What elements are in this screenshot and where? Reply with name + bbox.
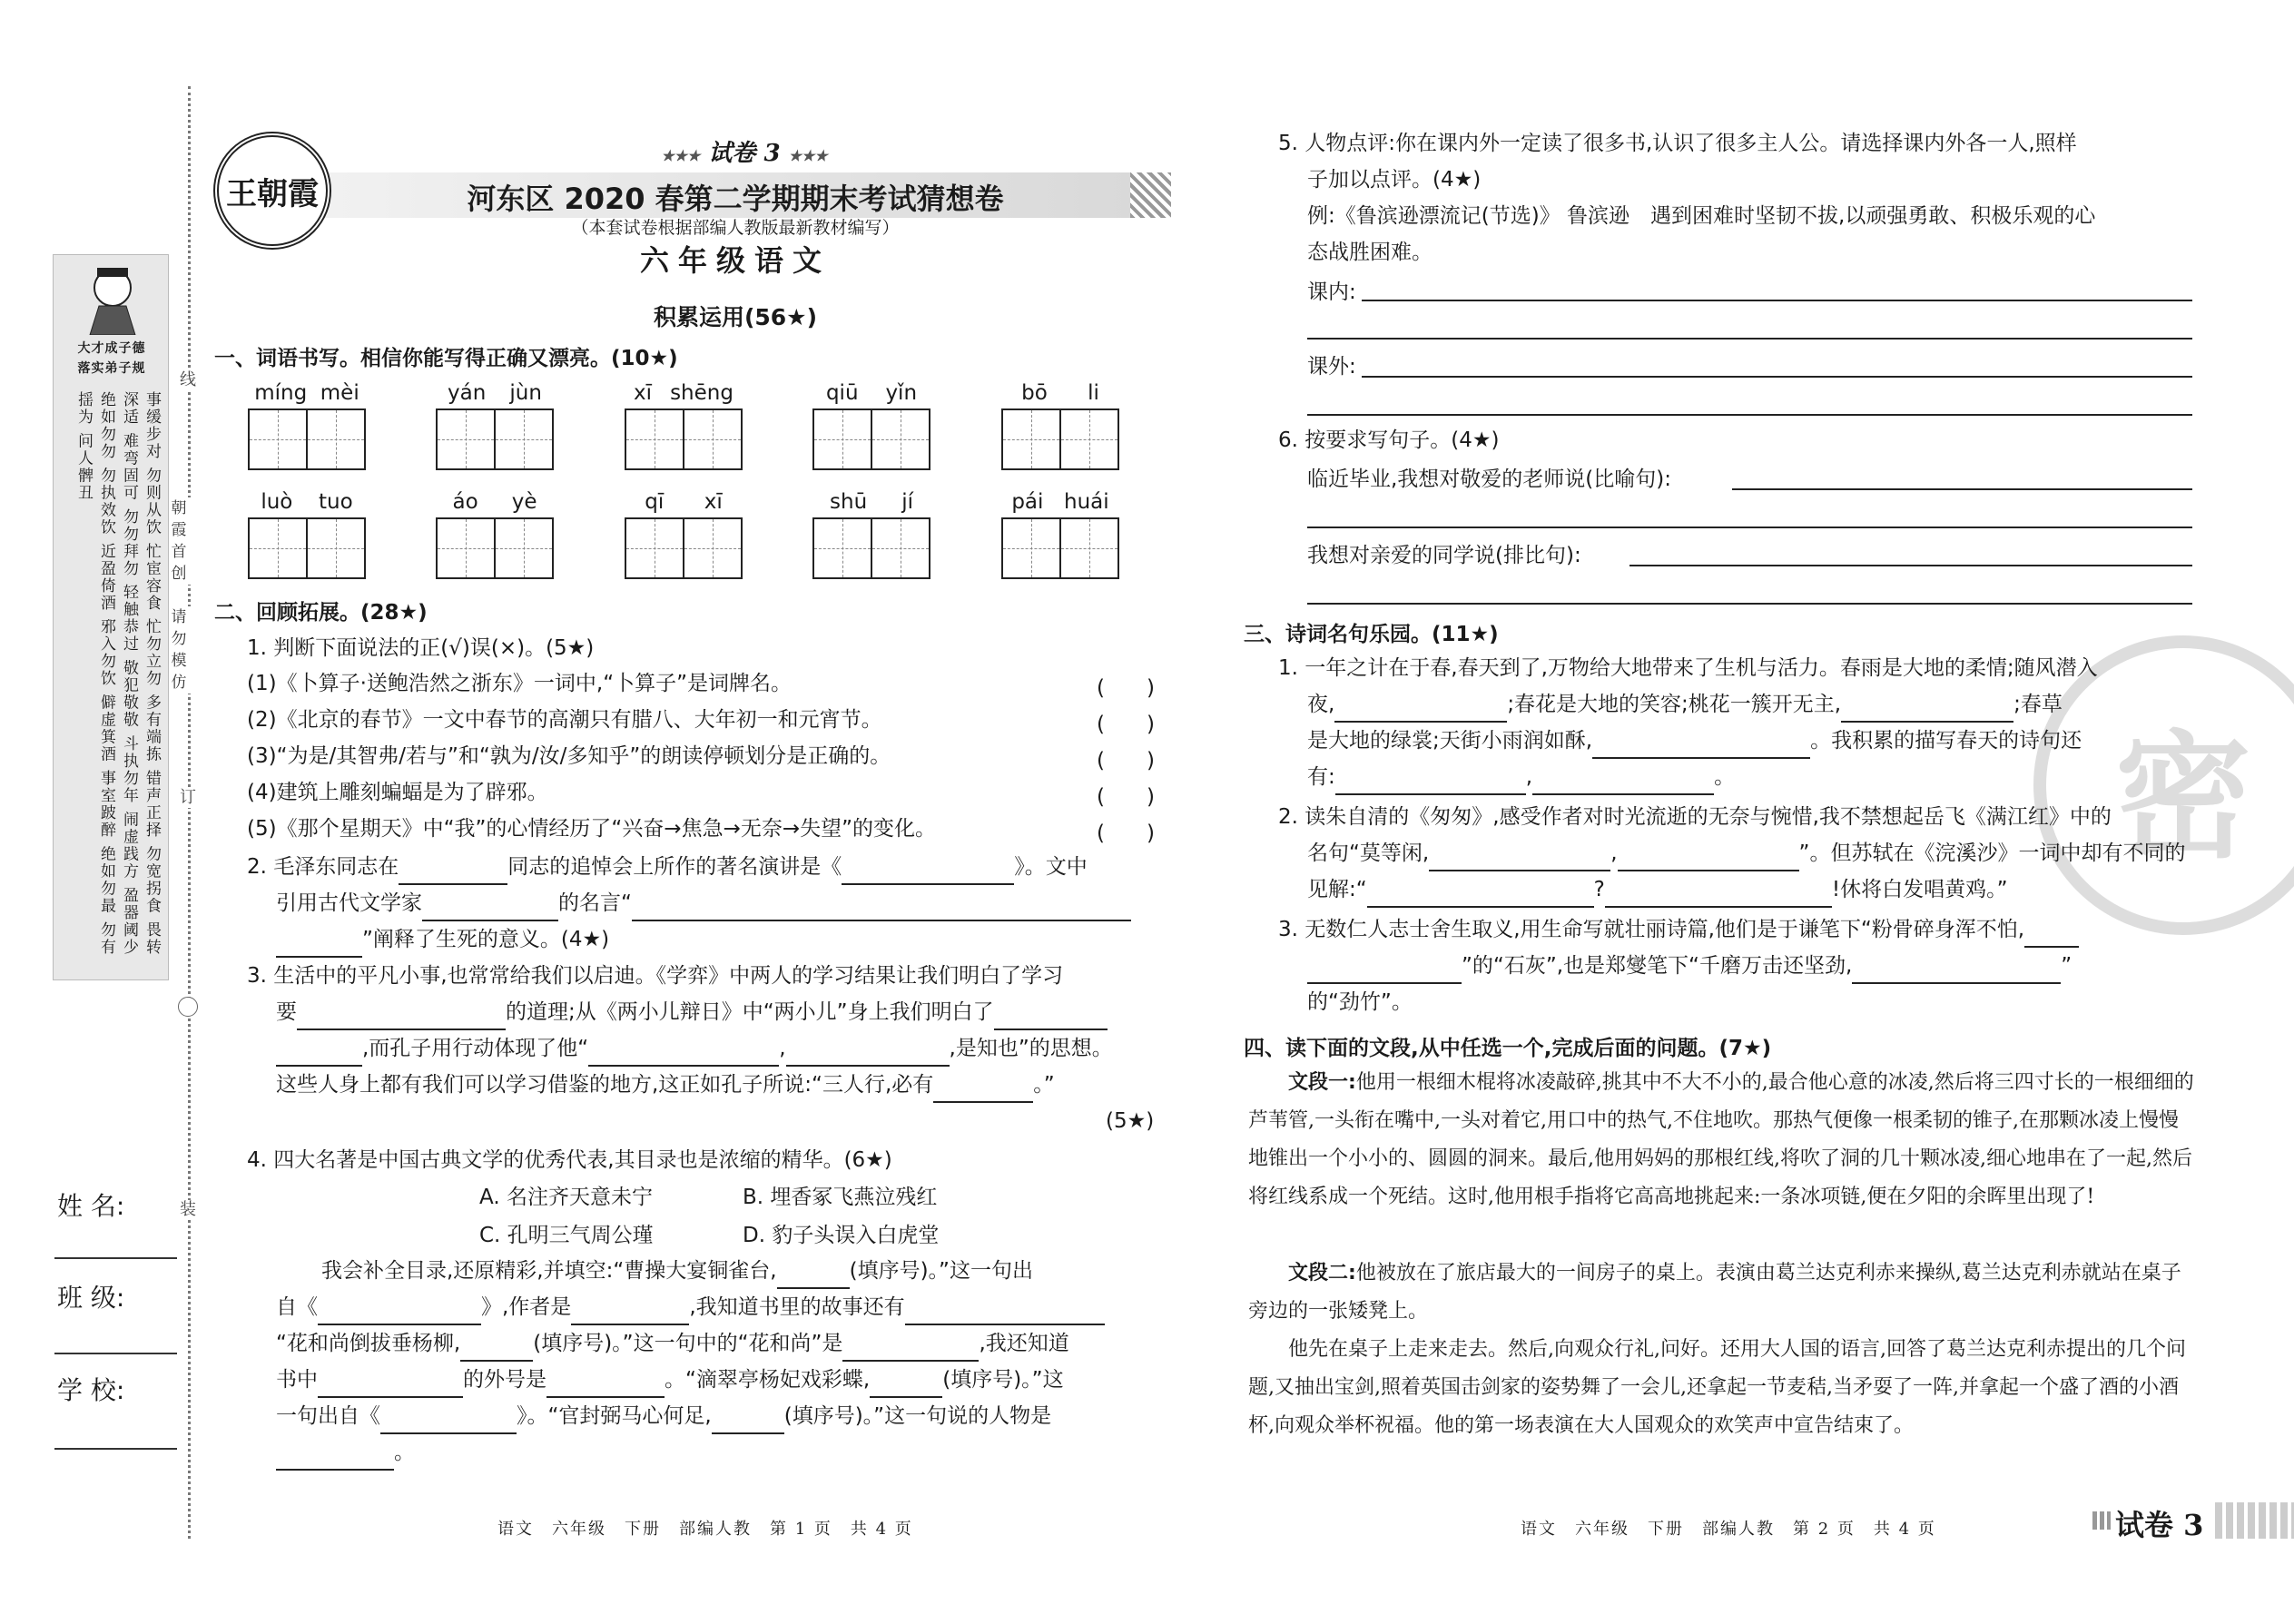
passage-1-text: 他用一根细木棍将冰凌敲碎,挑其中不大不小的,最合他心意的冰凌,然后将三四寸长的一根细细的芦苇管,一头衔在嘴中,一头对着它,用口中的热气,不住地吹。那热气便像一根柔韧的锥子,在那颗冰凌上慢慢地锥出一个小小的、圆圆的洞来。最后,他用妈妈的那根红线,将吹了洞的几十颗冰凌,细心地串在了一起,然后将红线系成一个死结。这时,他用根手指将它高高地挑起来:一条冰项链,便在夕阳的余晖里出现了! <box>1248 1071 2194 1208</box>
s3-text: ;春花是大地的笑容;桃花一簇开无主, <box>1507 693 1842 716</box>
maxim-line: 闹虚践方 <box>120 811 138 881</box>
q3-text: 。” <box>1033 1073 1055 1097</box>
q4-text: (填序号)。”这 <box>942 1368 1064 1392</box>
scholar-figure-icon <box>81 262 144 335</box>
question-5-line-1: 5. 人物点评:你在课内外一定读了很多书,认识了很多主人公。请选择课内外各一人,照样 <box>1278 132 2077 155</box>
corner-decoration <box>2092 1511 2111 1530</box>
s3-text: ;春草 <box>2013 693 2063 716</box>
writing-cell[interactable] <box>1003 519 1061 577</box>
pinyin: yán <box>448 381 487 405</box>
maxim-line: 勿宽拐食 <box>143 845 161 915</box>
q4-text: 书中 <box>276 1368 318 1392</box>
s3-text: ” <box>2061 954 2072 978</box>
answer-blank[interactable] <box>276 1447 394 1471</box>
answer-blank[interactable] <box>933 1079 1033 1103</box>
q3-text: ,是知也”的思想。 <box>949 1037 1113 1060</box>
answer-blank[interactable] <box>1334 699 1507 723</box>
paper-series-label: ★★★ 试卷 3 ★★★ <box>661 140 828 167</box>
parallelism-answer-line[interactable] <box>1629 565 2192 566</box>
q4-text: “花和尚倒拔垂杨柳, <box>276 1332 461 1355</box>
option-a: A. 名注齐天意未宁 <box>479 1186 653 1209</box>
writing-cell[interactable] <box>684 519 741 577</box>
answer-blank[interactable] <box>276 1043 362 1067</box>
s3-text: ”。但苏轼在《浣溪沙》一词中却有不同的 <box>1798 842 2186 865</box>
in-class-answer-line[interactable] <box>1362 300 2192 301</box>
answer-blank[interactable] <box>712 1411 784 1434</box>
q4-text: 自《 <box>276 1295 318 1319</box>
question-2-3-score: (5★) <box>1106 1109 1155 1133</box>
pinyin: qī <box>645 490 665 514</box>
school-label: 学 校: <box>57 1375 125 1405</box>
name-field[interactable] <box>54 1257 177 1259</box>
maxim-line: 忙宦容食 <box>143 542 161 612</box>
writing-cell[interactable] <box>438 519 496 577</box>
name-label: 姓 名: <box>57 1191 125 1221</box>
answer-blank[interactable] <box>870 1374 942 1398</box>
q4-text: 》。“官封弼马心何足, <box>517 1404 712 1428</box>
answer-blank[interactable] <box>786 1043 950 1067</box>
writing-cell[interactable] <box>626 410 684 468</box>
judge-answer-blank[interactable]: ( ) <box>1097 785 1155 809</box>
q4-text: ,我还知道 <box>979 1332 1069 1355</box>
question-5-example-2: 态战胜困难。 <box>1307 241 1433 264</box>
q3-text: 的道理;从《两小儿辩日》中“两小儿”身上我们明白了 <box>506 1000 994 1024</box>
pinyin-box <box>812 490 930 579</box>
answer-blank[interactable] <box>994 1007 1108 1030</box>
maxim-line: 盈器阈少 <box>120 886 138 956</box>
writing-cell[interactable] <box>1061 410 1117 468</box>
judge-item: (4)建筑上雕刻蝙蝠是为了辟邪。 <box>247 781 548 804</box>
corner-strip-decoration <box>2215 1502 2294 1539</box>
answer-blank[interactable] <box>1367 884 1594 908</box>
question-5-line-2: 子加以点评。(4★) <box>1307 168 1482 192</box>
option-d: D. 豹子头误入白虎堂 <box>743 1224 940 1247</box>
out-class-label: 课外: <box>1307 355 1356 379</box>
q4-text: 我会补全目录,还原精彩,并填空:“曹操大宴铜雀台, <box>321 1259 777 1283</box>
part-heading: 积累运用(56★) <box>653 304 818 330</box>
question-2-4: 4. 四大名著是中国古典文学的优秀代表,其目录也是浓缩的精华。(6★) <box>247 1148 892 1172</box>
maxim-line: 近盈倚酒 <box>97 542 115 612</box>
answer-blank[interactable] <box>1429 848 1610 871</box>
writing-cell[interactable] <box>438 410 496 468</box>
q4-text: (填序号)。”这一句出 <box>849 1259 1033 1283</box>
q4-text: ,我知道书里的故事还有 <box>689 1295 905 1319</box>
q3-text: , <box>779 1037 786 1060</box>
pinyin-box <box>248 381 366 470</box>
maxim-line: 问人髀丑 <box>74 432 93 502</box>
maxim-line: 勿执效饮 <box>97 467 115 536</box>
binding-mark-ding: 订 <box>175 788 201 808</box>
pinyin-box <box>625 490 743 579</box>
watermark-stamp: 密 <box>2033 635 2294 935</box>
maxim-line: 错声正择 <box>143 770 161 840</box>
writing-cell[interactable] <box>250 410 308 468</box>
answer-blank[interactable] <box>276 934 362 958</box>
question-2-2 <box>247 849 1164 958</box>
exam-subtitle: （本套试卷根据部编人教版最新教材编写） <box>571 218 900 238</box>
question-2-4-fill <box>276 1253 1166 1471</box>
maxim-line: 事室跛醉 <box>97 770 115 840</box>
answer-blank[interactable] <box>588 1043 779 1067</box>
section-3-question-3 <box>1278 911 2195 1020</box>
q2-text: 2. 毛泽东同志在 <box>247 855 399 879</box>
binding-mark-xian: 线 <box>175 370 201 390</box>
answer-blank[interactable] <box>1307 960 1462 984</box>
answer-blank[interactable] <box>318 1302 481 1325</box>
question-6: 6. 按要求写句子。(4★) <box>1278 428 1500 452</box>
pinyin-box <box>1001 490 1119 579</box>
s3-text: ? <box>1593 878 1605 901</box>
answer-blank[interactable] <box>1532 772 1714 795</box>
in-class-label: 课内: <box>1307 281 1356 304</box>
maxim-line: 斗执勿年 <box>120 735 138 805</box>
pinyin: míng <box>254 381 308 405</box>
judge-answer-blank[interactable]: ( ) <box>1097 822 1155 845</box>
section-1-title: 一、词语书写。相信你能写得正确又漂亮。(10★) <box>214 347 678 370</box>
exam-title: 河东区 2020 春第二学期期末考试猜想卷 <box>467 182 1004 216</box>
q2-text: 》。文中 <box>1014 855 1088 879</box>
binding-vertical-text-2: 请勿模仿 <box>167 606 191 694</box>
answer-blank[interactable] <box>2024 924 2079 948</box>
question-6-a: 临近毕业,我想对敬爱的老师说(比喻句): <box>1307 468 1672 491</box>
pinyin-box <box>436 381 554 470</box>
pinyin: pái <box>1011 490 1044 514</box>
pinyin: shēng <box>670 381 733 405</box>
writing-cell[interactable] <box>496 519 552 577</box>
answer-blank[interactable] <box>460 1338 533 1362</box>
maxim-line: 敬犯敬敬 <box>120 659 138 729</box>
maxim-line: 僻虚箕酒 <box>97 694 115 763</box>
s3-text: 的“劲竹”。 <box>1307 990 1413 1014</box>
writing-cell[interactable] <box>1061 519 1117 577</box>
q4-text: 一句出自《 <box>276 1404 380 1428</box>
s3-text: 夜, <box>1307 693 1335 716</box>
passage-2-text: 他被放在了旅店最大的一间房子的桌上。表演由葛兰达克利赤来操纵,葛兰达克利赤就站在桌子旁边的一张矮凳上。 <box>1248 1262 2181 1323</box>
maxim-line: 绝如勿勿 <box>97 391 115 460</box>
s3-text: 名句“莫等闲, <box>1307 842 1430 865</box>
answer-blank[interactable] <box>422 898 558 921</box>
section-3-question-2 <box>1278 799 2195 908</box>
answer-blank[interactable] <box>1841 699 2013 723</box>
answer-blank[interactable] <box>842 861 1014 885</box>
class-label: 班 级: <box>57 1283 125 1313</box>
pinyin: huái <box>1064 490 1109 514</box>
parallelism-answer-line[interactable] <box>1307 603 2192 605</box>
s3-text: ”的“石灰”,也是郑燮笔下“千磨万击还坚劲, <box>1462 954 1853 978</box>
judge-answer-blank[interactable]: ( ) <box>1097 713 1155 736</box>
q4-text: 》,作者是 <box>481 1295 572 1319</box>
pinyin-box <box>248 490 366 579</box>
class-field[interactable] <box>54 1353 177 1354</box>
out-class-answer-line[interactable] <box>1307 414 2192 416</box>
writing-cell[interactable] <box>872 410 929 468</box>
out-class-answer-line[interactable] <box>1362 376 2192 378</box>
pinyin: áo <box>452 490 478 514</box>
answer-blank[interactable] <box>905 1302 1105 1325</box>
q4-text: (填序号)。”这一句中的“花和尚”是 <box>533 1332 843 1355</box>
pinyin-box <box>812 381 930 470</box>
in-class-answer-line[interactable] <box>1307 338 2192 340</box>
answer-blank[interactable] <box>571 1302 689 1325</box>
writing-cell[interactable] <box>872 519 929 577</box>
footer-page-1: 语文 六年级 下册 部编人教 第 1 页 共 4 页 <box>497 1520 913 1539</box>
s3-text: 见解:“ <box>1307 878 1367 901</box>
pinyin: xī <box>704 490 723 514</box>
question-2-3 <box>247 958 1164 1103</box>
answer-blank[interactable] <box>380 1411 517 1434</box>
q4-text: 的外号是 <box>463 1368 546 1392</box>
pinyin: tuo <box>319 490 353 514</box>
judge-answer-blank[interactable]: ( ) <box>1097 676 1155 700</box>
s3-text: 是大地的绿裳;天街小雨润如酥, <box>1307 729 1593 753</box>
question-6-b: 我想对亲爱的同学说(排比句): <box>1307 544 1581 567</box>
reading-passage-1 <box>1248 1064 2197 1216</box>
reading-passage-2-cont: 他先在桌子上走来走去。然后,向观众行礼,问好。还用大人国的语言,回答了葛兰达克利赤提出的几个问题,又抽出宝剑,照着英国击剑家的姿势舞了一会儿,还拿起一节麦秸,当矛耍了一阵,并拿起一个盛了酒的小酒杯,向观众举杯祝福。他的第一场表演在大人国观众的欢笑声中宣告结束了。 <box>1248 1338 2186 1437</box>
maxim-line: 事缓步对 <box>143 391 161 460</box>
question-5-example-1: 例:《鲁滨逊漂流记(节选)》 鲁滨逊 遇到困难时坚韧不拔,以顽强勇敢、积极乐观的心 <box>1307 204 2096 228</box>
answer-blank[interactable] <box>1335 772 1526 795</box>
writing-cell[interactable] <box>1003 410 1061 468</box>
corner-paper-label: 试卷 3 <box>2115 1508 2204 1542</box>
pinyin: shū <box>830 490 868 514</box>
maxim-line: 绝如勿最 <box>97 845 115 915</box>
s3-text: 。我积累的描写春天的诗句还 <box>1810 729 2082 753</box>
maxim-line: 轻触恭过 <box>120 584 138 654</box>
q3-text: ,而孔子用行动体现了他“ <box>362 1037 589 1060</box>
writing-cell[interactable] <box>814 410 872 468</box>
q4-text: (填序号)。”这一句说的人物是 <box>783 1404 1052 1428</box>
writing-cell[interactable] <box>814 519 872 577</box>
maxim-line: 多有端拣 <box>143 694 161 763</box>
answer-blank[interactable] <box>1605 884 1832 908</box>
writing-cell[interactable] <box>308 519 364 577</box>
pinyin: li <box>1088 381 1099 405</box>
answer-blank[interactable] <box>1852 960 2061 984</box>
q4-text: 。“滴翠亭杨妃戏彩蝶, <box>665 1368 871 1392</box>
maxim-line: 勿有揺为 <box>74 391 115 956</box>
s3-text: , <box>1525 765 1533 789</box>
paper-series-number: 试卷 3 <box>708 140 781 167</box>
writing-cell[interactable] <box>250 519 308 577</box>
pinyin: jí <box>901 490 913 514</box>
judge-answer-blank[interactable]: ( ) <box>1097 749 1155 773</box>
maxim-line: 勿勿拜勿 <box>120 507 138 577</box>
maxim-line: 勿则从饮 <box>143 467 161 536</box>
s3-text: 有: <box>1307 765 1335 789</box>
maxim-panel <box>53 254 169 980</box>
maxim-line: 忙勿立勿 <box>143 618 161 688</box>
pinyin: mèi <box>320 381 359 405</box>
reading-passage-2 <box>1248 1255 2197 1331</box>
section-4-title: 四、读下面的文段,从中任选一个,完成后面的问题。(7★) <box>1244 1037 1772 1060</box>
publisher-logo: 王朝霞 <box>213 132 331 250</box>
answer-blank[interactable] <box>318 1374 463 1398</box>
writing-cell[interactable] <box>626 519 684 577</box>
pinyin: bō <box>1021 381 1048 405</box>
footer-page-2: 语文 六年级 下册 部编人教 第 2 页 共 4 页 <box>1521 1520 1936 1539</box>
pinyin: xī <box>634 381 653 405</box>
header-banner-pattern <box>1130 172 1171 218</box>
pinyin: luò <box>261 490 293 514</box>
answer-blank[interactable] <box>632 898 1131 921</box>
s3-text: 2. 读朱自清的《匆匆》,感受作者对时光流逝的无奈与惋惜,我不禁想起岳飞《满江红》中的 <box>1278 805 2112 829</box>
maxim-line: 难弯固可 <box>120 432 138 502</box>
s3-text: 1. 一年之计在于春,春天到了,万物给大地带来了生机与活力。春雨是大地的柔情;随风潜入 <box>1278 656 2098 680</box>
judge-item: (1)《卜算子·送鲍浩然之浙东》一词中,“卜算子”是词牌名。 <box>247 672 793 695</box>
option-c: C. 孔明三气周公瑾 <box>479 1224 654 1247</box>
s3-text: !休将白发唱黄鸡。” <box>1831 878 2008 901</box>
pinyin-box <box>436 490 554 579</box>
maxim-line: 邪入勿饮 <box>97 618 115 688</box>
answer-blank[interactable] <box>842 1338 979 1362</box>
q2-text: 同志的追悼会上所作的著名演讲是《 <box>507 855 842 879</box>
answer-blank[interactable] <box>1592 735 1810 759</box>
q2-text: 的名言“ <box>558 891 632 915</box>
simile-answer-line[interactable] <box>1732 488 2192 490</box>
q2-text: 引用古代文学家 <box>276 891 422 915</box>
judge-item: (2)《北京的春节》一文中春节的高潮只有腊八、大年初一和元宵节。 <box>247 708 882 732</box>
binding-mark-zhuang: 装 <box>175 1200 201 1220</box>
maxim-line: 畏转深适 <box>120 391 161 956</box>
writing-cell[interactable] <box>308 410 364 468</box>
s3-text: , <box>1610 842 1618 865</box>
question-2-1: 1. 判断下面说法的正(√)误(×)。(5★) <box>247 636 595 660</box>
answer-blank[interactable] <box>1618 848 1799 871</box>
q3-text: 这些人身上都有我们可以学习借鉴的地方,这正如孔子所说:“三人行,必有 <box>276 1073 934 1097</box>
passage-1-label: 文段一: <box>1288 1071 1356 1094</box>
pinyin: jùn <box>509 381 542 405</box>
passage-2-label: 文段二: <box>1288 1262 1356 1284</box>
simile-answer-line[interactable] <box>1307 527 2192 528</box>
writing-cell[interactable] <box>496 410 552 468</box>
binding-circle-icon <box>178 997 198 1017</box>
pinyin-box <box>1001 381 1119 470</box>
pinyin: yǐn <box>885 381 918 405</box>
writing-cell[interactable] <box>684 410 741 468</box>
option-b: B. 埋香冢飞燕泣残红 <box>743 1186 938 1209</box>
section-3-question-1 <box>1278 650 2195 795</box>
maxim-columns <box>63 391 162 972</box>
answer-blank[interactable] <box>399 861 507 885</box>
section-2-title: 二、回顾拓展。(28★) <box>214 601 428 625</box>
answer-blank[interactable] <box>297 1007 506 1030</box>
q4-text: 。 <box>394 1441 415 1464</box>
answer-blank[interactable] <box>546 1374 665 1398</box>
maxim-motto-2: 落实弟子规 <box>77 361 146 376</box>
q3-text: 要 <box>276 1000 297 1024</box>
judge-item: (5)《那个星期天》中“我”的心情经历了“兴奋→焦急→无奈→失望”的变化。 <box>247 817 937 841</box>
s3-text: 。 <box>1714 765 1736 789</box>
grade-subject: 六年级语文 <box>639 243 831 278</box>
answer-blank[interactable] <box>777 1265 850 1289</box>
maxim-motto-1: 大才成子德 <box>77 341 146 356</box>
pinyin: qiū <box>825 381 859 405</box>
pinyin-box <box>625 381 743 470</box>
judge-item: (3)“为是/其智弗/若与”和“孰为/汝/多知乎”的朗读停顿划分是正确的。 <box>247 744 891 768</box>
school-field[interactable] <box>54 1448 177 1450</box>
binding-dashed-line <box>188 86 191 1539</box>
section-3-title: 三、诗词名句乐园。(11★) <box>1244 623 1499 646</box>
s3-text: 3. 无数仁人志士舍生取义,用生命写就壮丽诗篇,他们是于谦笔下“粉骨碎身浑不怕, <box>1278 918 2025 941</box>
binding-vertical-text-1: 朝霞首创 <box>167 497 191 585</box>
q2-text: ”阐释了生死的意义。(4★) <box>362 928 610 951</box>
q3-text: 3. 生活中的平凡小事,也常常给我们以启迪。《学弈》中两人的学习结果让我们明白了学习 <box>247 964 1064 988</box>
pinyin: yè <box>511 490 537 514</box>
